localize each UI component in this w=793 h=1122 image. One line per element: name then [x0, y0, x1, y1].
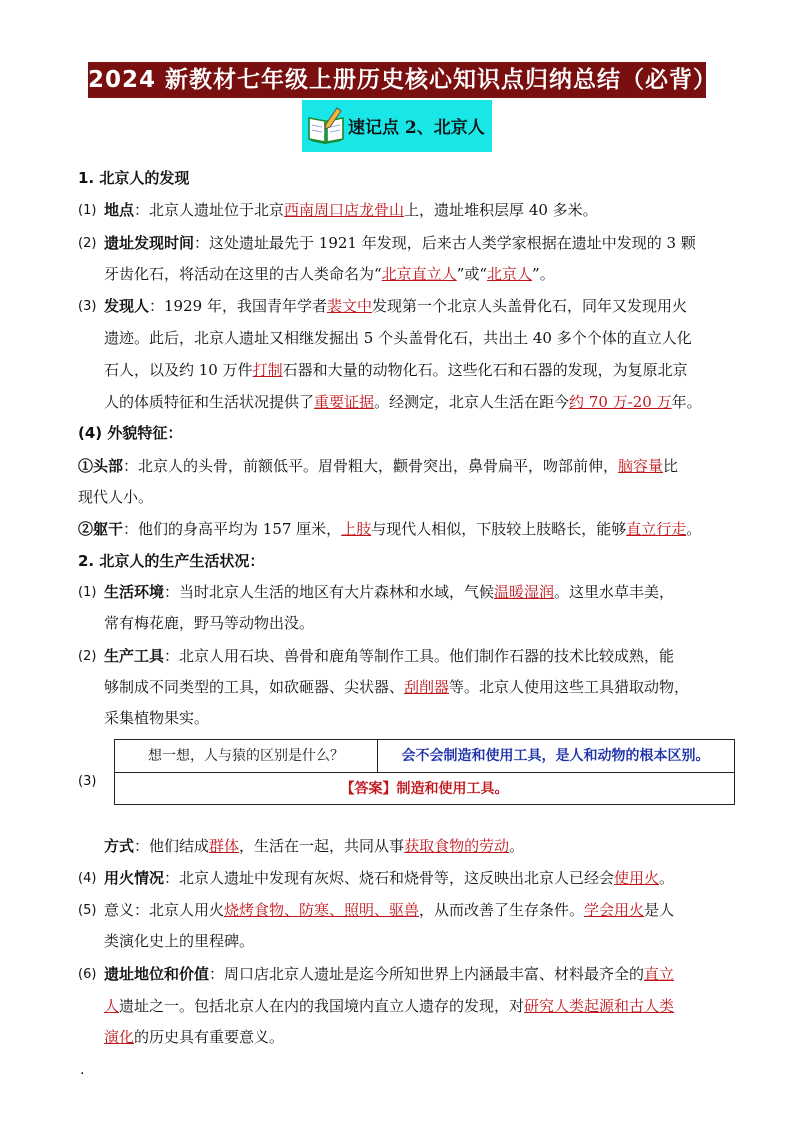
paragraph-line: 现代人小。 [78, 488, 154, 506]
section-heading: 2. 北京人的生产生活状况： [78, 552, 265, 570]
paragraph-line: 人遗址之一。包括北京人在内的我国境内直立人遗存的发现，对研究人类起源和古人类 [104, 997, 675, 1015]
paragraph-line: 采集植物果实。 [104, 709, 210, 727]
paragraph-line: 石人，以及约 10 万件打制石器和大量的动物化石。这些化石和石器的发现，为复原北京 [104, 361, 688, 379]
item-number: (1) [78, 585, 97, 600]
think-answer: 【答案】制造和使用工具。 [340, 781, 509, 797]
paragraph-line: 常有梅花鹿，野马等动物出没。 [104, 614, 315, 632]
item-number: (1) [78, 203, 97, 218]
paragraph-line: 演化的历史具有重要意义。 [104, 1028, 285, 1046]
think-box [114, 739, 735, 805]
paragraph-line: ②躯干：他们的身高平均为 157 厘米，上肢与现代人相似，下肢较上肢略长，能够直立行走。 [78, 520, 702, 538]
paragraph-line: 生活环境：当时北京人生活的地区有大片森林和水域，气候温暖湿润。这里水草丰美， [104, 583, 675, 601]
section-heading: 1. 北京人的发现 [78, 169, 190, 187]
think-hint: 会不会制造和使用工具，是人和动物的根本区别。 [401, 748, 710, 764]
paragraph-line: 意义：北京人用火烧烤食物、防寒、照明、驱兽，从而改善了生存条件。学会用火是人 [104, 901, 675, 919]
paragraph-line: 类演化史上的里程碑。 [104, 932, 255, 950]
item-number: (3) [78, 299, 97, 314]
paragraph-line: 遗迹。此后，北京人遗址又相继发掘出 5 个头盖骨化石，共出土 40 多个个体的直立人化 [104, 329, 692, 347]
book-pencil-icon [306, 106, 346, 146]
paragraph-line: 人的体质特征和生活状况提供了重要证据。经测定，北京人生活在距今约 70 万-20 万年。 [104, 393, 702, 411]
item-number: (5) [78, 903, 97, 918]
paragraph-line: 方式：他们结成群体，生活在一起，共同从事获取食物的劳动。 [104, 837, 525, 855]
paragraph-line: 够制成不同类型的工具，如砍砸器、尖状器、刮削器等。北京人使用这些工具猎取动物， [104, 678, 690, 696]
think-question: 想一想，人与猿的区别是什么？ [115, 740, 378, 772]
paragraph-line: ①头部：北京人的头骨，前额低平。眉骨粗大，颧骨突出，鼻骨扁平，吻部前伸，脑容量比 [78, 457, 679, 475]
footer-dot: . [80, 1062, 85, 1078]
paragraph-line: 地点：北京人遗址位于北京西南周口店龙骨山上，遗址堆积层厚 40 多米。 [104, 201, 598, 219]
paragraph-line: 遗址发现时间：这处遗址最先于 1921 年发现，后来古人类学家根据在遗址中发现的 3 颗 [104, 234, 696, 252]
paragraph-line: 生产工具：北京人用石块、兽骨和鹿角等制作工具。他们制作石器的技术比较成熟，能 [104, 647, 675, 665]
item-number: (2) [78, 236, 97, 251]
item-number: (2) [78, 649, 97, 664]
item-number: (4) [78, 871, 97, 886]
paragraph-line: 牙齿化石，将活动在这里的古人类命名为“北京直立人”或“北京人”。 [104, 265, 555, 283]
paragraph-line: 发现人：1929 年，我国青年学者裴文中发现第一个北京人头盖骨化石，同年又发现用火 [104, 297, 687, 315]
page-title: 2024 新教材七年级上册历史核心知识点归纳总结（必背） [88, 62, 706, 98]
item-number: (6) [78, 967, 97, 982]
paragraph-line: 遗址地位和价值：周口店北京人遗址是迄今所知世界上内涵最丰富、材料最齐全的直立 [104, 965, 675, 983]
section-badge [302, 100, 492, 152]
paragraph-line: 用火情况：北京人遗址中发现有灰烬、烧石和烧骨等，这反映出北京人已经会使用火。 [104, 869, 675, 887]
badge-label: 速记点 2、北京人 [348, 118, 485, 138]
subheading: (4) 外貌特征： [78, 424, 183, 442]
item-number: (3) [78, 774, 97, 789]
